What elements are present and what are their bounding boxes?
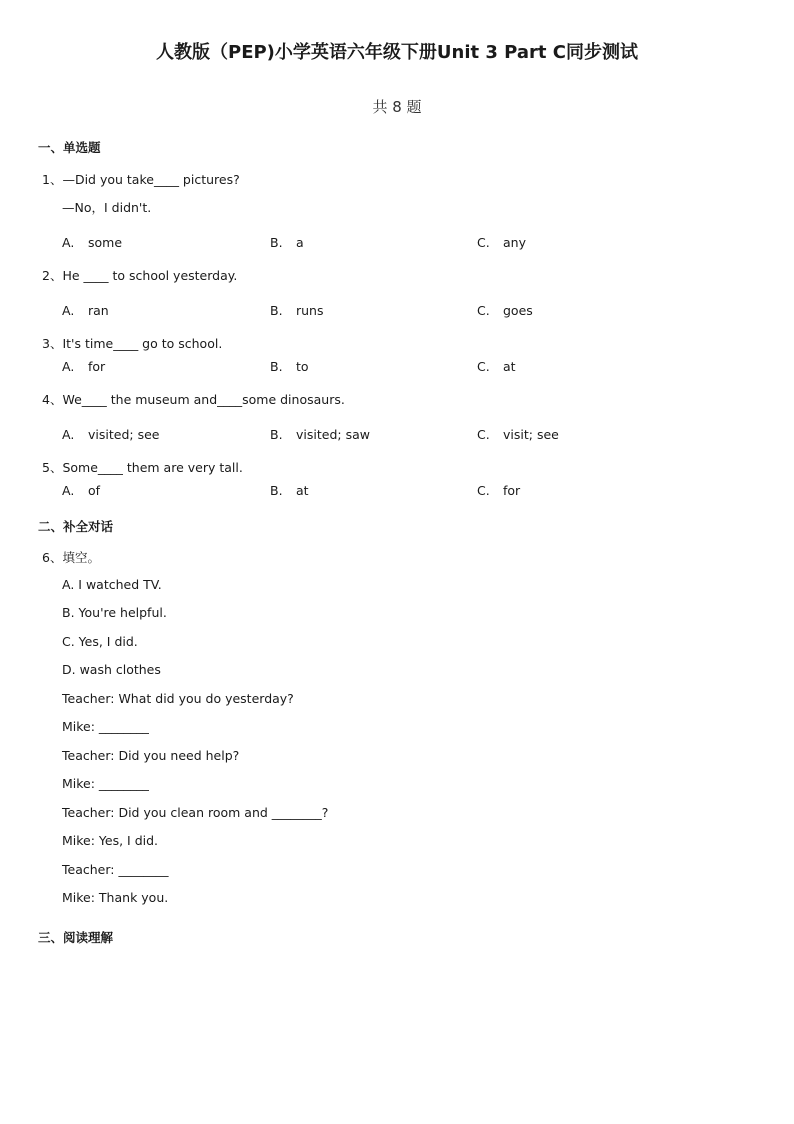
- option-b[interactable]: B. at: [270, 483, 309, 498]
- section-heading-single-choice: 一、单选题: [38, 140, 101, 155]
- question-stem: 1、—Did you take____ pictures?: [42, 172, 240, 187]
- option-c[interactable]: C. any: [477, 235, 526, 250]
- option-b[interactable]: B. to: [270, 359, 309, 374]
- dialogue-line: Mike: Thank you.: [62, 890, 169, 905]
- option-b[interactable]: B. a: [270, 235, 304, 250]
- dialogue-blank-line[interactable]: Teacher: ________: [62, 862, 169, 877]
- question-stem: 4、We____ the museum and____some dinosaurs.: [42, 392, 345, 407]
- option-b[interactable]: B. visited; saw: [270, 427, 370, 442]
- question-stem: 3、It's time____ go to school.: [42, 336, 223, 351]
- option-a[interactable]: A. of: [62, 483, 101, 498]
- question-stem: 6、填空。: [42, 550, 100, 565]
- question-stem: 5、Some____ them are very tall.: [42, 460, 243, 475]
- option-a[interactable]: A. for: [62, 359, 106, 374]
- option-c[interactable]: C. visit; see: [477, 427, 559, 442]
- dialogue-line: Teacher: Did you need help?: [62, 748, 240, 763]
- document-title: 人教版（PEP)小学英语六年级下册Unit 3 Part C同步测试: [156, 42, 638, 63]
- question-count: 共 8 题: [372, 98, 422, 116]
- dialogue-line: D. wash clothes: [62, 662, 161, 677]
- option-a[interactable]: A. some: [62, 235, 123, 250]
- option-c[interactable]: C. for: [477, 483, 521, 498]
- question-stem: 2、He ____ to school yesterday.: [42, 268, 238, 283]
- dialogue-line: C. Yes, I did.: [62, 634, 138, 649]
- option-c[interactable]: C. goes: [477, 303, 533, 318]
- option-b[interactable]: B. runs: [270, 303, 324, 318]
- dialogue-line: A. I watched TV.: [62, 577, 162, 592]
- option-a[interactable]: A. visited; see: [62, 427, 160, 442]
- question-extra: —No，I didn't.: [62, 200, 152, 215]
- dialogue-blank-line[interactable]: Mike: ________: [62, 776, 149, 791]
- section-heading-reading: 三、阅读理解: [38, 930, 114, 945]
- section-heading-dialogue: 二、补全对话: [38, 519, 114, 534]
- dialogue-blank-line[interactable]: Mike: ________: [62, 719, 149, 734]
- option-a[interactable]: A. ran: [62, 303, 109, 318]
- dialogue-line: Teacher: What did you do yesterday?: [62, 691, 294, 706]
- dialogue-blank-line[interactable]: Teacher: Did you clean room and ________?: [62, 805, 329, 820]
- dialogue-line: Mike: Yes, I did.: [62, 833, 159, 848]
- dialogue-line: B. You're helpful.: [62, 605, 167, 620]
- option-c[interactable]: C. at: [477, 359, 516, 374]
